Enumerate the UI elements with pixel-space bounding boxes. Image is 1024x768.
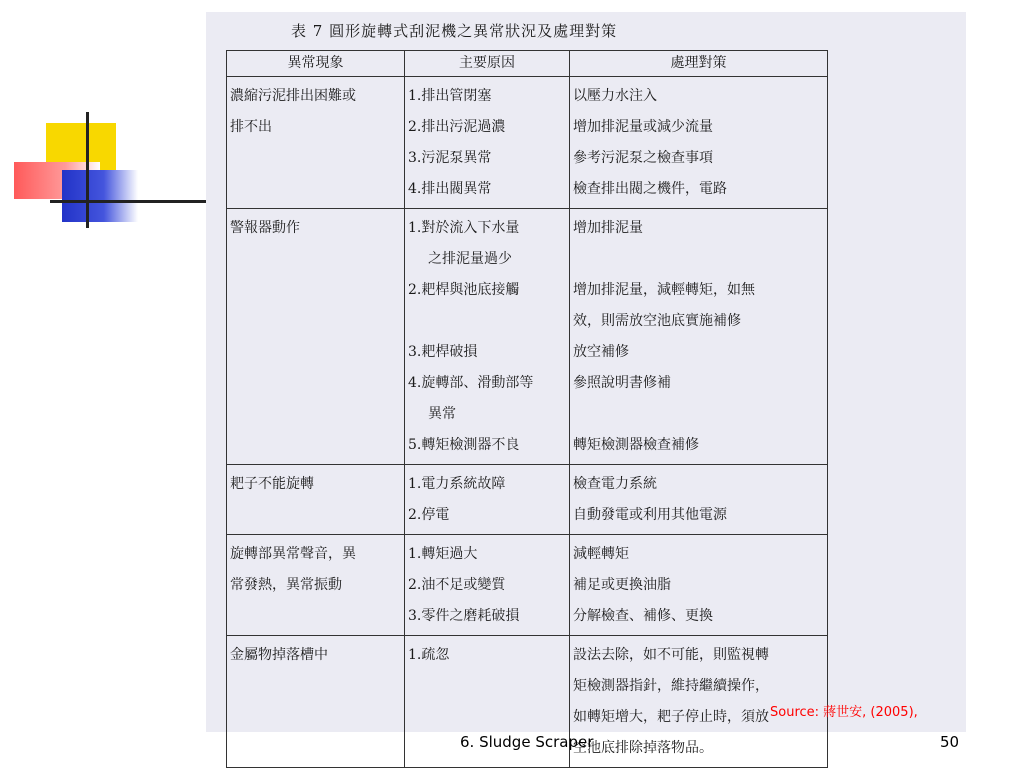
cause-line: 5.轉矩檢測器不良 [408,437,520,453]
cause-line: 1.電力系統故障 [408,476,506,492]
symptom-line: 耙子不能旋轉 [230,476,314,492]
cause-line: 2.耙桿與池底接觸 [408,282,520,298]
column-header-measure: 處理對策 [570,51,828,77]
measure-line: 效，則需放空池底實施補修 [573,313,741,329]
cause-line: 3.污泥泵異常 [408,150,492,166]
cause-line-blank [408,306,567,337]
measure-line: 檢查電力系統 [573,476,657,492]
measure-line: 轉矩檢測器檢查補修 [573,437,699,453]
cause-line: 2.油不足或變質 [408,577,506,593]
measure-cell [570,535,828,636]
measure-line: 以壓力水注入 [573,88,657,104]
measure-line: 分解檢查、補修、更換 [573,608,713,624]
symptom-line: 金屬物掉落槽中 [230,647,328,663]
cause-cell [405,465,570,535]
symptom-cell [227,636,405,768]
logo-blue-square [62,170,138,222]
table-row [227,535,828,636]
footer-title: 6. Sludge Scraper [460,733,594,751]
measure-line: 補足或更換油脂 [573,577,671,593]
column-header-symptom: 異常現象 [227,51,405,77]
symptom-line: 排不出 [230,119,272,135]
cause-line: 4.排出閥異常 [408,181,492,197]
page-number: 50 [940,733,960,751]
column-header-cause: 主要原因 [405,51,570,77]
symptom-cell [227,535,405,636]
symptom-line: 濃縮污泥排出困難或 [230,88,356,104]
measure-line: 自動發電或利用其他電源 [573,507,727,523]
source-citation: Source: 蔣世安, (2005), [770,705,918,720]
measure-line: 增加排泥量或減少流量 [573,119,713,135]
symptom-line: 警報器動作 [230,220,300,236]
cause-line: 2.停電 [408,507,450,523]
measure-line: 設法去除，如不可能，則監視轉 [573,647,769,663]
measure-line-blank [573,244,825,275]
measure-cell [570,209,828,465]
cause-line: 2.排出污泥過濃 [408,119,506,135]
symptom-cell [227,465,405,535]
measure-line: 參考污泥泵之檢查事項 [573,150,713,166]
measure-cell [570,465,828,535]
table-title: 表 7 圓形旋轉式刮泥機之異常狀況及處理對策 [291,22,618,40]
cause-line: 3.零件之磨耗破損 [408,608,520,624]
measure-line: 空池底排除掉落物品。 [573,740,713,756]
cause-cell [405,77,570,209]
measure-cell [570,77,828,209]
cause-cell [405,535,570,636]
measure-line: 減輕轉矩 [573,546,629,562]
cause-line: 1.對於流入下水量 [408,220,520,236]
logo-vertical-line [86,112,89,228]
measure-line: 矩檢測器指針，維持繼續操作， [573,678,769,694]
cause-line: 異常 [428,406,456,422]
sludge-scraper-table [226,50,828,768]
cause-cell [405,209,570,465]
table-row [227,209,828,465]
symptom-line: 旋轉部異常聲音，異 [230,546,356,562]
symptom-line: 常發熱，異常振動 [230,577,342,593]
measure-line: 放空補修 [573,344,629,360]
logo-horizontal-line [50,200,208,203]
measure-line: 增加排泥量 [573,220,643,236]
cause-line: 1.排出管閉塞 [408,88,492,104]
cause-line: 之排泥量過少 [428,251,512,267]
symptom-cell [227,77,405,209]
table-row [227,465,828,535]
table-row [227,77,828,209]
cause-line: 4.旋轉部、滑動部等 [408,375,534,391]
measure-line: 增加排泥量，減輕轉矩，如無 [573,282,755,298]
cause-line: 1.疏忽 [408,647,450,663]
measure-line: 檢查排出閥之機件，電路 [573,181,727,197]
measure-line: 參照說明書修補 [573,375,671,391]
measure-line-blank [573,399,825,430]
symptom-cell [227,209,405,465]
measure-line: 如轉矩增大，耙子停止時，須放 [573,709,769,725]
cause-line: 3.耙桿破損 [408,344,478,360]
table-header-row [227,51,828,77]
cause-line: 1.轉矩過大 [408,546,478,562]
